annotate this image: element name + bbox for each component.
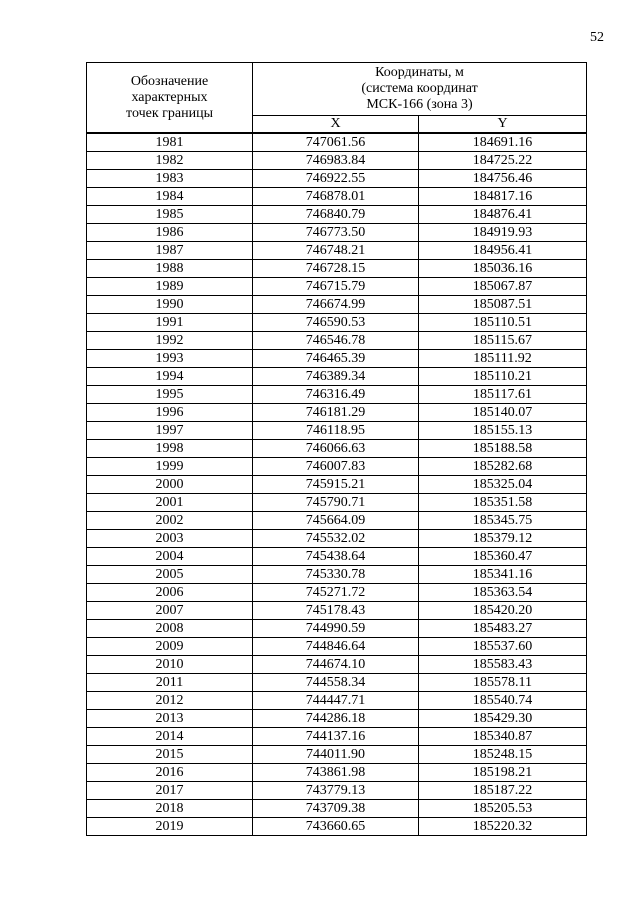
x-coordinate-cell: 744990.59: [253, 620, 419, 638]
point-id-cell: 2014: [87, 728, 253, 746]
point-id-cell: 1990: [87, 296, 253, 314]
point-id-cell: 1989: [87, 278, 253, 296]
y-coordinate-cell: 185115.67: [419, 332, 587, 350]
y-coordinate-cell: 185111.92: [419, 350, 587, 368]
y-coordinate-cell: 184691.16: [419, 133, 587, 152]
y-coordinate-cell: 184725.22: [419, 152, 587, 170]
page-number: 52: [590, 30, 604, 45]
table-row: [87, 242, 587, 260]
y-coordinate-cell: 185117.61: [419, 386, 587, 404]
x-coordinate-cell: 746773.50: [253, 224, 419, 242]
x-coordinate-cell: 743861.98: [253, 764, 419, 782]
header-coordinates-line: Координаты, м: [375, 65, 464, 80]
header-point-designation: [87, 63, 253, 134]
x-coordinate-cell: 743779.13: [253, 782, 419, 800]
table-row: [87, 278, 587, 296]
point-id-cell: 2009: [87, 638, 253, 656]
point-id-cell: 2016: [87, 764, 253, 782]
point-id-cell: 1998: [87, 440, 253, 458]
point-id-cell: 2007: [87, 602, 253, 620]
table-row: [87, 692, 587, 710]
y-coordinate-cell: 184956.41: [419, 242, 587, 260]
y-coordinate-cell: 185036.16: [419, 260, 587, 278]
table-row: [87, 620, 587, 638]
point-id-cell: 2015: [87, 746, 253, 764]
y-coordinate-cell: 185325.04: [419, 476, 587, 494]
x-coordinate-cell: 746590.53: [253, 314, 419, 332]
y-coordinate-cell: 185220.32: [419, 818, 587, 836]
point-id-cell: 2001: [87, 494, 253, 512]
point-id-cell: 1987: [87, 242, 253, 260]
x-coordinate-cell: 745330.78: [253, 566, 419, 584]
x-coordinate-cell: 746922.55: [253, 170, 419, 188]
table-row: [87, 206, 587, 224]
table-row: [87, 170, 587, 188]
table-row: [87, 494, 587, 512]
y-coordinate-cell: 185363.54: [419, 584, 587, 602]
x-coordinate-cell: 745178.43: [253, 602, 419, 620]
table-row: [87, 386, 587, 404]
x-coordinate-cell: 744558.34: [253, 674, 419, 692]
table-row: [87, 512, 587, 530]
y-coordinate-cell: 185341.16: [419, 566, 587, 584]
x-coordinate-cell: 746118.95: [253, 422, 419, 440]
y-coordinate-cell: 185205.53: [419, 800, 587, 818]
x-coordinate-cell: 744137.16: [253, 728, 419, 746]
point-id-cell: 2011: [87, 674, 253, 692]
y-coordinate-cell: 185087.51: [419, 296, 587, 314]
table-row: [87, 566, 587, 584]
y-coordinate-cell: 185155.13: [419, 422, 587, 440]
point-id-cell: 2012: [87, 692, 253, 710]
table-row: [87, 638, 587, 656]
x-coordinate-cell: 746316.49: [253, 386, 419, 404]
x-coordinate-cell: 743709.38: [253, 800, 419, 818]
y-coordinate-cell: 185110.51: [419, 314, 587, 332]
table-row: [87, 764, 587, 782]
point-id-cell: 1981: [87, 133, 253, 152]
y-coordinate-cell: 185360.47: [419, 548, 587, 566]
x-coordinate-cell: 744674.10: [253, 656, 419, 674]
point-id-cell: 2018: [87, 800, 253, 818]
x-coordinate-cell: 745664.09: [253, 512, 419, 530]
point-id-cell: 2005: [87, 566, 253, 584]
table-row: [87, 458, 587, 476]
table-row: [87, 602, 587, 620]
point-id-cell: 1994: [87, 368, 253, 386]
x-coordinate-cell: 744846.64: [253, 638, 419, 656]
x-coordinate-cell: 746389.34: [253, 368, 419, 386]
point-id-cell: 1995: [87, 386, 253, 404]
table-row: [87, 800, 587, 818]
y-coordinate-cell: 185248.15: [419, 746, 587, 764]
y-coordinate-cell: 185429.30: [419, 710, 587, 728]
x-coordinate-cell: 746728.15: [253, 260, 419, 278]
x-coordinate-cell: 743660.65: [253, 818, 419, 836]
table-row: [87, 224, 587, 242]
table-row: [87, 422, 587, 440]
y-coordinate-cell: 185379.12: [419, 530, 587, 548]
point-id-cell: 1988: [87, 260, 253, 278]
table-row: [87, 584, 587, 602]
y-coordinate-cell: 184756.46: [419, 170, 587, 188]
point-id-cell: 1991: [87, 314, 253, 332]
y-coordinate-cell: 185187.22: [419, 782, 587, 800]
point-id-cell: 1999: [87, 458, 253, 476]
point-id-cell: 2013: [87, 710, 253, 728]
x-coordinate-cell: 746983.84: [253, 152, 419, 170]
x-coordinate-cell: 744286.18: [253, 710, 419, 728]
table-row: [87, 152, 587, 170]
table-row: [87, 332, 587, 350]
x-coordinate-cell: 745790.71: [253, 494, 419, 512]
x-coordinate-cell: 746840.79: [253, 206, 419, 224]
point-id-cell: 1983: [87, 170, 253, 188]
y-coordinate-cell: 185282.68: [419, 458, 587, 476]
y-coordinate-cell: 185578.11: [419, 674, 587, 692]
table-row: [87, 404, 587, 422]
point-id-cell: 1992: [87, 332, 253, 350]
table-row: [87, 188, 587, 206]
table-row: [87, 440, 587, 458]
point-id-cell: 1984: [87, 188, 253, 206]
y-coordinate-cell: 185537.60: [419, 638, 587, 656]
x-coordinate-cell: 746066.63: [253, 440, 419, 458]
table-row: [87, 530, 587, 548]
y-coordinate-cell: 185110.21: [419, 368, 587, 386]
y-coordinate-cell: 185583.43: [419, 656, 587, 674]
y-coordinate-cell: 185140.07: [419, 404, 587, 422]
y-coordinate-cell: 185067.87: [419, 278, 587, 296]
y-coordinate-cell: 185351.58: [419, 494, 587, 512]
x-coordinate-cell: 746748.21: [253, 242, 419, 260]
x-coordinate-cell: 746674.99: [253, 296, 419, 314]
table-row: [87, 350, 587, 368]
table-row: [87, 746, 587, 764]
point-id-cell: 1986: [87, 224, 253, 242]
header-coordinates-line: (система координат: [361, 81, 478, 96]
header-point-designation-line: Обозначение: [130, 73, 209, 89]
point-id-cell: 2003: [87, 530, 253, 548]
x-coordinate-cell: 745532.02: [253, 530, 419, 548]
point-id-cell: 2010: [87, 656, 253, 674]
table-row: [87, 548, 587, 566]
x-coordinate-cell: 746007.83: [253, 458, 419, 476]
point-id-cell: 1997: [87, 422, 253, 440]
table-row: [87, 133, 587, 152]
y-coordinate-cell: 185483.27: [419, 620, 587, 638]
table-row: [87, 782, 587, 800]
y-coordinate-cell: 185540.74: [419, 692, 587, 710]
table-row: [87, 260, 587, 278]
point-id-cell: 1985: [87, 206, 253, 224]
point-id-cell: 2006: [87, 584, 253, 602]
table-row: [87, 710, 587, 728]
point-id-cell: 2008: [87, 620, 253, 638]
table-row: [87, 314, 587, 332]
header-coordinates-line: МСК-166 (зона 3): [366, 97, 473, 112]
x-coordinate-cell: 746181.29: [253, 404, 419, 422]
y-coordinate-cell: 184876.41: [419, 206, 587, 224]
table-row: [87, 368, 587, 386]
y-coordinate-cell: 184817.16: [419, 188, 587, 206]
header-x: X: [253, 116, 419, 134]
coordinates-table: [86, 62, 587, 836]
point-id-cell: 2002: [87, 512, 253, 530]
table-header: [87, 63, 587, 134]
x-coordinate-cell: 744447.71: [253, 692, 419, 710]
y-coordinate-cell: 184919.93: [419, 224, 587, 242]
header-y: Y: [419, 116, 587, 134]
table-row: [87, 818, 587, 836]
x-coordinate-cell: 745271.72: [253, 584, 419, 602]
y-coordinate-cell: 185188.58: [419, 440, 587, 458]
x-coordinate-cell: 745915.21: [253, 476, 419, 494]
table-row: [87, 656, 587, 674]
y-coordinate-cell: 185420.20: [419, 602, 587, 620]
point-id-cell: 1996: [87, 404, 253, 422]
point-id-cell: 2017: [87, 782, 253, 800]
x-coordinate-cell: 746715.79: [253, 278, 419, 296]
header-point-designation-line: точек границы: [126, 105, 213, 121]
header-coordinates: [253, 63, 587, 116]
y-coordinate-cell: 185198.21: [419, 764, 587, 782]
point-id-cell: 2000: [87, 476, 253, 494]
x-coordinate-cell: 746546.78: [253, 332, 419, 350]
y-coordinate-cell: 185340.87: [419, 728, 587, 746]
x-coordinate-cell: 746878.01: [253, 188, 419, 206]
x-coordinate-cell: 747061.56: [253, 133, 419, 152]
x-coordinate-cell: 744011.90: [253, 746, 419, 764]
point-id-cell: 2019: [87, 818, 253, 836]
table-row: [87, 674, 587, 692]
point-id-cell: 1982: [87, 152, 253, 170]
table-row: [87, 296, 587, 314]
table-row: [87, 476, 587, 494]
x-coordinate-cell: 746465.39: [253, 350, 419, 368]
point-id-cell: 1993: [87, 350, 253, 368]
header-point-designation-line: характерных: [131, 89, 208, 105]
y-coordinate-cell: 185345.75: [419, 512, 587, 530]
point-id-cell: 2004: [87, 548, 253, 566]
x-coordinate-cell: 745438.64: [253, 548, 419, 566]
table-body: [87, 133, 587, 836]
table-row: [87, 728, 587, 746]
